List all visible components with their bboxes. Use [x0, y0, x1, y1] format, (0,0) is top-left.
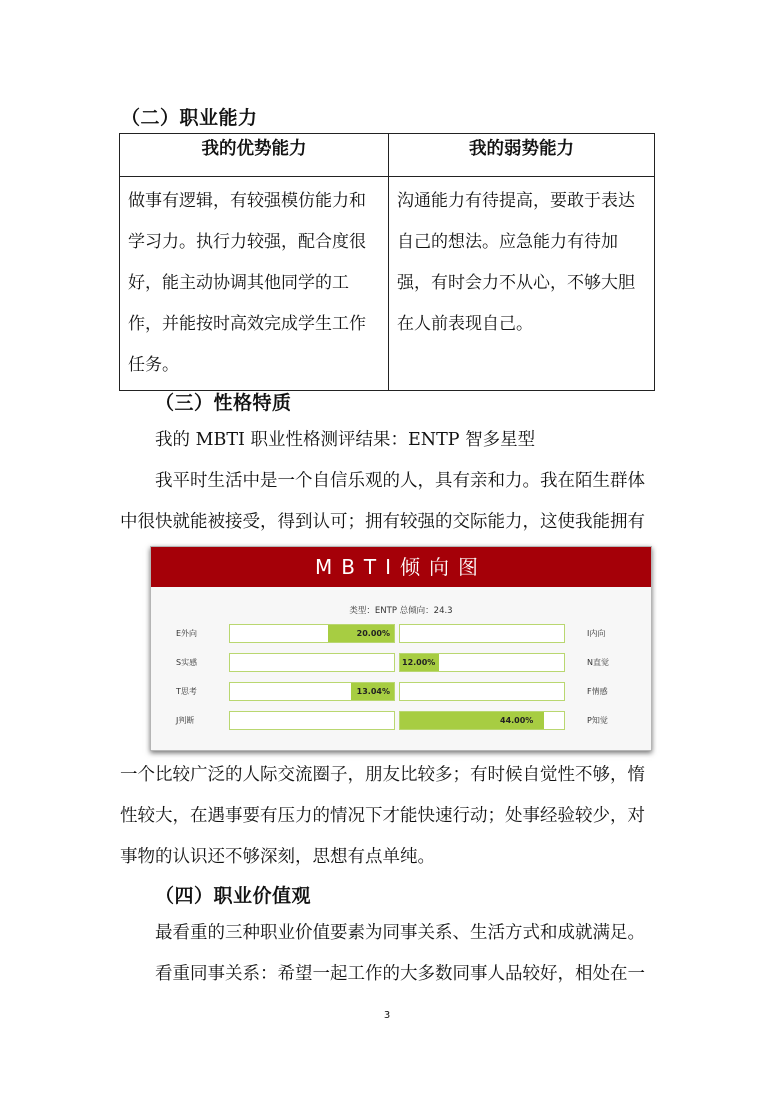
mbti-chart-title: MBTI倾向图 — [151, 547, 651, 587]
personality-paragraph-2: 一个比较广泛的人际交流圈子，朋友比较多；有时候自觉性不够，惰性较大，在遇事要有压力的情况下才能快速行动；处事经验较少，对事物的认识还不够深刻，思想有点单纯。 — [120, 765, 645, 867]
mbti-right-label: F情感 — [587, 687, 608, 696]
page-number: 3 — [383, 1010, 391, 1021]
mbti-bar-label: 12.00% — [402, 658, 436, 667]
mbti-row — [151, 653, 651, 673]
strengths-header: 我的优势能力 — [120, 134, 389, 177]
mbti-tendency-chart — [150, 546, 652, 751]
mbti-chart-body — [151, 587, 651, 750]
mbti-row — [151, 711, 651, 731]
mbti-right-box — [399, 653, 565, 672]
mbti-chart-subtitle: 类型：ENTP 总倾向：24.3 — [349, 606, 453, 616]
strengths-cell: 做事有逻辑，有较强模仿能力和学习力。执行力较强，配合度很好，能主动协调其他同学的工作，并能按时高效完成学生工作任务。 — [120, 177, 389, 391]
personality-text-1: 我平时生活中是一个自信乐观的人，具有亲和力。我在陌生群体中很快就能被接受，得到认可；拥有较强的交际能力，这使我能拥有 — [120, 471, 645, 532]
weaknesses-cell: 沟通能力有待提高，要敢于表达自己的想法。应急能力有待加强，有时会力不从心，不够大胆在人前表现自己。 — [389, 177, 655, 391]
mbti-left-box — [229, 711, 395, 730]
mbti-left-box — [229, 624, 395, 643]
mbti-left-label: J判断 — [176, 716, 195, 725]
mbti-bar-label: 44.00% — [500, 716, 534, 725]
mbti-right-box — [399, 682, 565, 701]
mbti-right-label: P知觉 — [587, 716, 608, 725]
mbti-right-box — [399, 711, 565, 730]
mbti-row — [151, 624, 651, 644]
weaknesses-header: 我的弱势能力 — [389, 134, 655, 177]
mbti-left-label: E外向 — [176, 629, 198, 638]
mbti-right-label: N直觉 — [587, 658, 609, 667]
mbti-right-label: I内向 — [587, 629, 606, 638]
values-paragraph-2 — [120, 954, 660, 995]
ability-table — [119, 133, 655, 391]
section-heading-values: （四）职业价值观 — [155, 885, 312, 907]
mbti-row — [151, 682, 651, 702]
values-text-1: 最看重的三种职业价值要素为同事关系、生活方式和成就满足。 — [155, 923, 645, 943]
mbti-left-label: S实感 — [176, 658, 198, 667]
section-heading-career-ability: （二）职业能力 — [121, 107, 258, 129]
mbti-bar-label: 13.04% — [356, 687, 390, 696]
mbti-bar-label: 20.00% — [356, 629, 390, 638]
values-paragraph-1 — [120, 913, 660, 954]
mbti-result-line — [120, 420, 660, 461]
mbti-result-text: 我的 MBTI 职业性格测评结果：ENTP 智多星型 — [155, 430, 536, 450]
mbti-left-box — [229, 653, 395, 672]
values-text-2: 看重同事关系：希望一起工作的大多数同事人品较好，相处在一 — [155, 964, 645, 984]
mbti-left-label: T思考 — [176, 687, 197, 696]
mbti-right-box — [399, 624, 565, 643]
mbti-left-box — [229, 682, 395, 701]
ability-table-header-row — [120, 134, 655, 177]
ability-table-row — [120, 177, 655, 391]
personality-paragraph-1 — [120, 461, 660, 543]
section-heading-personality: （三）性格特质 — [155, 392, 292, 414]
